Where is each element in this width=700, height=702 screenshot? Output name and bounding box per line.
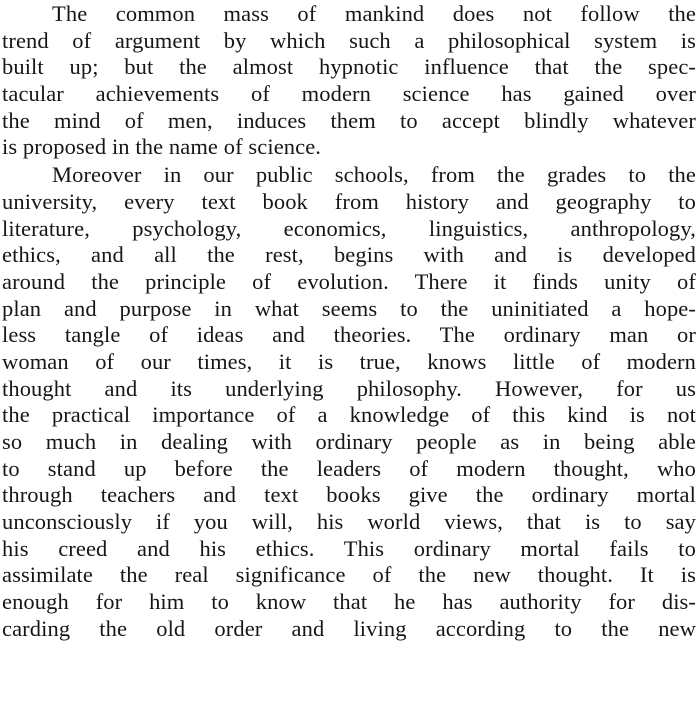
text-line: unconsciously if you will, his world views, that is to say: [2, 509, 696, 535]
text-line: to stand up before the leaders of modern thought, who: [2, 455, 696, 481]
text-line: is proposed in the name of science.: [2, 134, 322, 160]
text-line: built up; but the almost hypnotic influence that the spec-: [2, 54, 696, 80]
text-line: around the principle of evolution. There it finds unity of: [2, 268, 696, 294]
text-line: enough for him to know that he has authority for dis-: [2, 589, 696, 615]
text-line: university, every text book from history and geography to: [2, 188, 696, 214]
paragraph-1: [2, 0, 696, 161]
text-line: carding the old order and living according to the new: [2, 615, 696, 641]
text-line: the practical importance of a knowledge of this kind is not: [2, 402, 696, 428]
text-line: thought and its underlying philosophy. However, for us: [2, 375, 696, 401]
text-line: so much in dealing with ordinary people as in being able: [2, 429, 696, 454]
text-line: assimilate the real significance of the new thought. It is: [2, 562, 696, 588]
text-line: plan and purpose in what seems to the uninitiated a hope-: [2, 295, 696, 321]
paragraph-2: [2, 161, 696, 642]
text-line: the mind of men, induces them to accept blindly whatever: [2, 107, 696, 133]
text-line: through teachers and text books give the ordinary mortal: [2, 482, 696, 508]
text-line: ethics, and all the rest, begins with and is developed: [2, 242, 696, 268]
text-line: his creed and his ethics. This ordinary mortal fails to: [2, 535, 696, 561]
text-line: less tangle of ideas and theories. The ordinary man or: [2, 322, 696, 348]
text-line: literature, psychology, economics, linguistics, anthropology,: [2, 215, 696, 241]
text-line: Moreover in our public schools, from the grades to the: [52, 162, 696, 188]
text-line: tacular achievements of modern science has gained over: [2, 81, 696, 107]
text-line: woman of our times, it is true, knows little of modern: [2, 348, 696, 374]
text-line: trend of argument by which such a philosophical system is: [2, 27, 696, 53]
text-line: The common mass of mankind does not follow the: [52, 1, 696, 26]
